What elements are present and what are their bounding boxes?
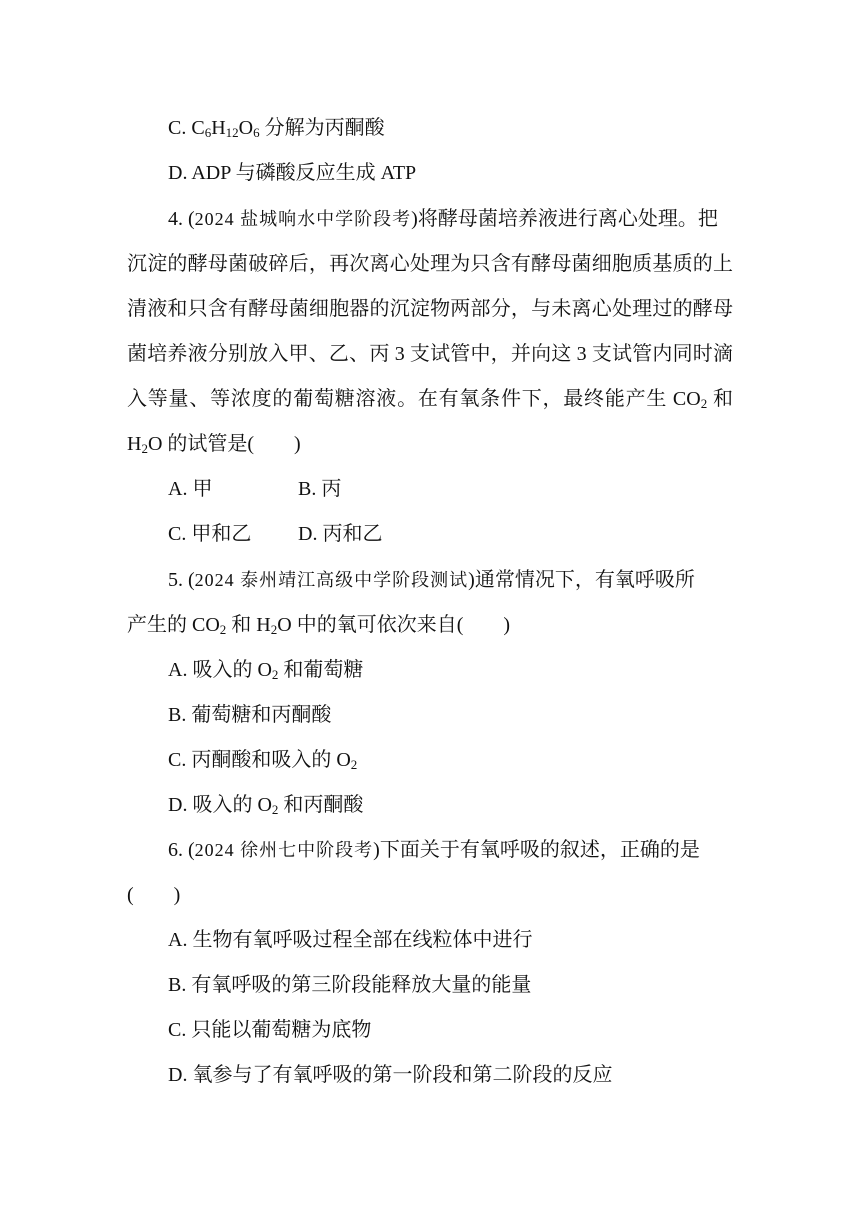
q4-stem-line6: $H_2O$ 的试管是( ) — [127, 433, 301, 456]
q5-stem-line2: 产生的 $CO_2$ 和 $H_2O$ 中的氧可依次来自( ) — [127, 614, 511, 637]
q5-source: 2024 泰州靖江高级中学阶段测试 — [194, 570, 469, 590]
q4-stem-line1: 4. (2024 盐城响水中学阶段考)将酵母菌培养液进行离心处理。把 — [168, 208, 718, 230]
q4-option-a: A. 甲 — [168, 478, 213, 500]
q5-option-a: A. 吸入的 $O_2$ 和葡萄糖 — [168, 659, 364, 682]
q6-option-d: D. 氧参与了有氧呼吸的第一阶段和第二阶段的反应 — [168, 1064, 613, 1086]
q3-option-d: D. ADP 与磷酸反应生成 ATP — [168, 162, 417, 184]
q4-stem-line3: 清液和只含有酵母菌细胞器的沉淀物两部分，与未离心处理过的酵母 — [127, 298, 733, 320]
q5-option-b: B. 葡萄糖和丙酮酸 — [168, 704, 332, 726]
q6-option-a: A. 生物有氧呼吸过程全部在线粒体中进行 — [168, 929, 533, 951]
q6-stem-line2: ( ) — [127, 884, 181, 906]
q4-option-b: B. 丙 — [298, 478, 342, 500]
q4-options-row2 — [0, 520, 860, 548]
q5-option-d: D. 吸入的 $O_2$ 和丙酮酸 — [168, 794, 364, 817]
q6-option-c: C. 只能以葡萄糖为底物 — [168, 1019, 372, 1041]
q4-stem-line2: 沉淀的酵母菌破碎后，再次离心处理为只含有酵母菌细胞质基质的上 — [127, 253, 733, 275]
q4-option-d: D. 丙和乙 — [298, 523, 383, 545]
q6-option-b: B. 有氧呼吸的第三阶段能释放大量的能量 — [168, 974, 532, 996]
q6-source: 2024 徐州七中阶段考 — [194, 840, 374, 860]
q3-option-c: C. $C_6H_{12}O_6$ 分解为丙酮酸 — [168, 117, 385, 140]
q6-stem-line1: 6. (2024 徐州七中阶段考)下面关于有氧呼吸的叙述，正确的是 — [168, 839, 700, 861]
q4-source: 2024 盐城响水中学阶段考 — [194, 209, 412, 229]
q5-option-c: C. 丙酮酸和吸入的 $O_2$ — [168, 749, 358, 772]
q4-options-row1 — [0, 475, 860, 503]
q4-option-c: C. 甲和乙 — [168, 523, 252, 545]
q5-stem-line1: 5. (2024 泰州靖江高级中学阶段测试)通常情况下，有氧呼吸所 — [168, 569, 695, 591]
q4-stem-line4: 菌培养液分别放入甲、乙、丙 3 支试管中，并向这 3 支试管内同时滴 — [127, 343, 733, 365]
q4-stem-line5: 入等量、等浓度的葡萄糖溶液。在有氧条件下，最终能产生 $CO_2$ 和 — [127, 388, 733, 411]
